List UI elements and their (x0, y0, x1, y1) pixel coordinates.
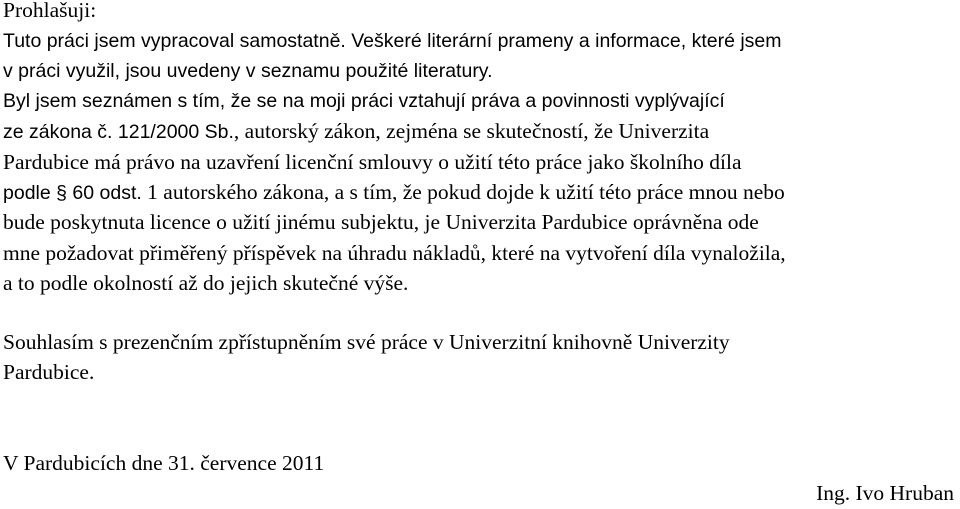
declaration-p2-line6: mne požadovat přiměřený příspěvek na úhradu nákladů, které na vytvoření díla vynaložila, (3, 241, 786, 265)
section-reference: podle § 60 odst. (3, 182, 142, 204)
author-name: Ing. Ivo Hruban (816, 481, 954, 505)
declaration-heading: Prohlašuji: (3, 0, 97, 22)
declaration-p2-line7: a to podle okolností až do jejich skutečné výše. (3, 271, 409, 295)
place-and-date: V Pardubicích dne 31. července 2011 (3, 451, 325, 475)
consent-line2: Pardubice. (3, 360, 95, 384)
consent-line1: Souhlasím s prezenčním zpřístupněním své práce v Univerzitní knihovně Univerzity (3, 330, 730, 354)
declaration-p2-line3: Pardubice má právo na uzavření licenční smlouvy o užití této práce jako školního díla (3, 150, 742, 174)
law-description: , autorský zákon, zejména se skutečností, že Univerzita (233, 119, 710, 143)
declaration-p1-line2: v práci využil, jsou uvedeny v seznamu použité literatury. (3, 60, 493, 82)
declaration-p2-line1: Byl jsem seznámen s tím, že se na moji práci vztahují práva a povinnosti vyplývající (3, 90, 725, 112)
declaration-p2-line2 (3, 115, 709, 147)
section-description: 1 autorského zákona, a s tím, že pokud dojde k užití této práce mnou nebo (141, 180, 785, 204)
law-reference: ze zákona č. 121/2000 Sb. (3, 121, 234, 143)
declaration-p2-line4 (3, 176, 785, 208)
declaration-p2-line5: bude poskytnuta licence o užití jinému subjektu, je Univerzita Pardubice oprávněna ode (3, 210, 759, 234)
declaration-p1-line1: Tuto práci jsem vypracoval samostatně. Veškeré literární prameny a informace, které jsem (3, 30, 782, 52)
